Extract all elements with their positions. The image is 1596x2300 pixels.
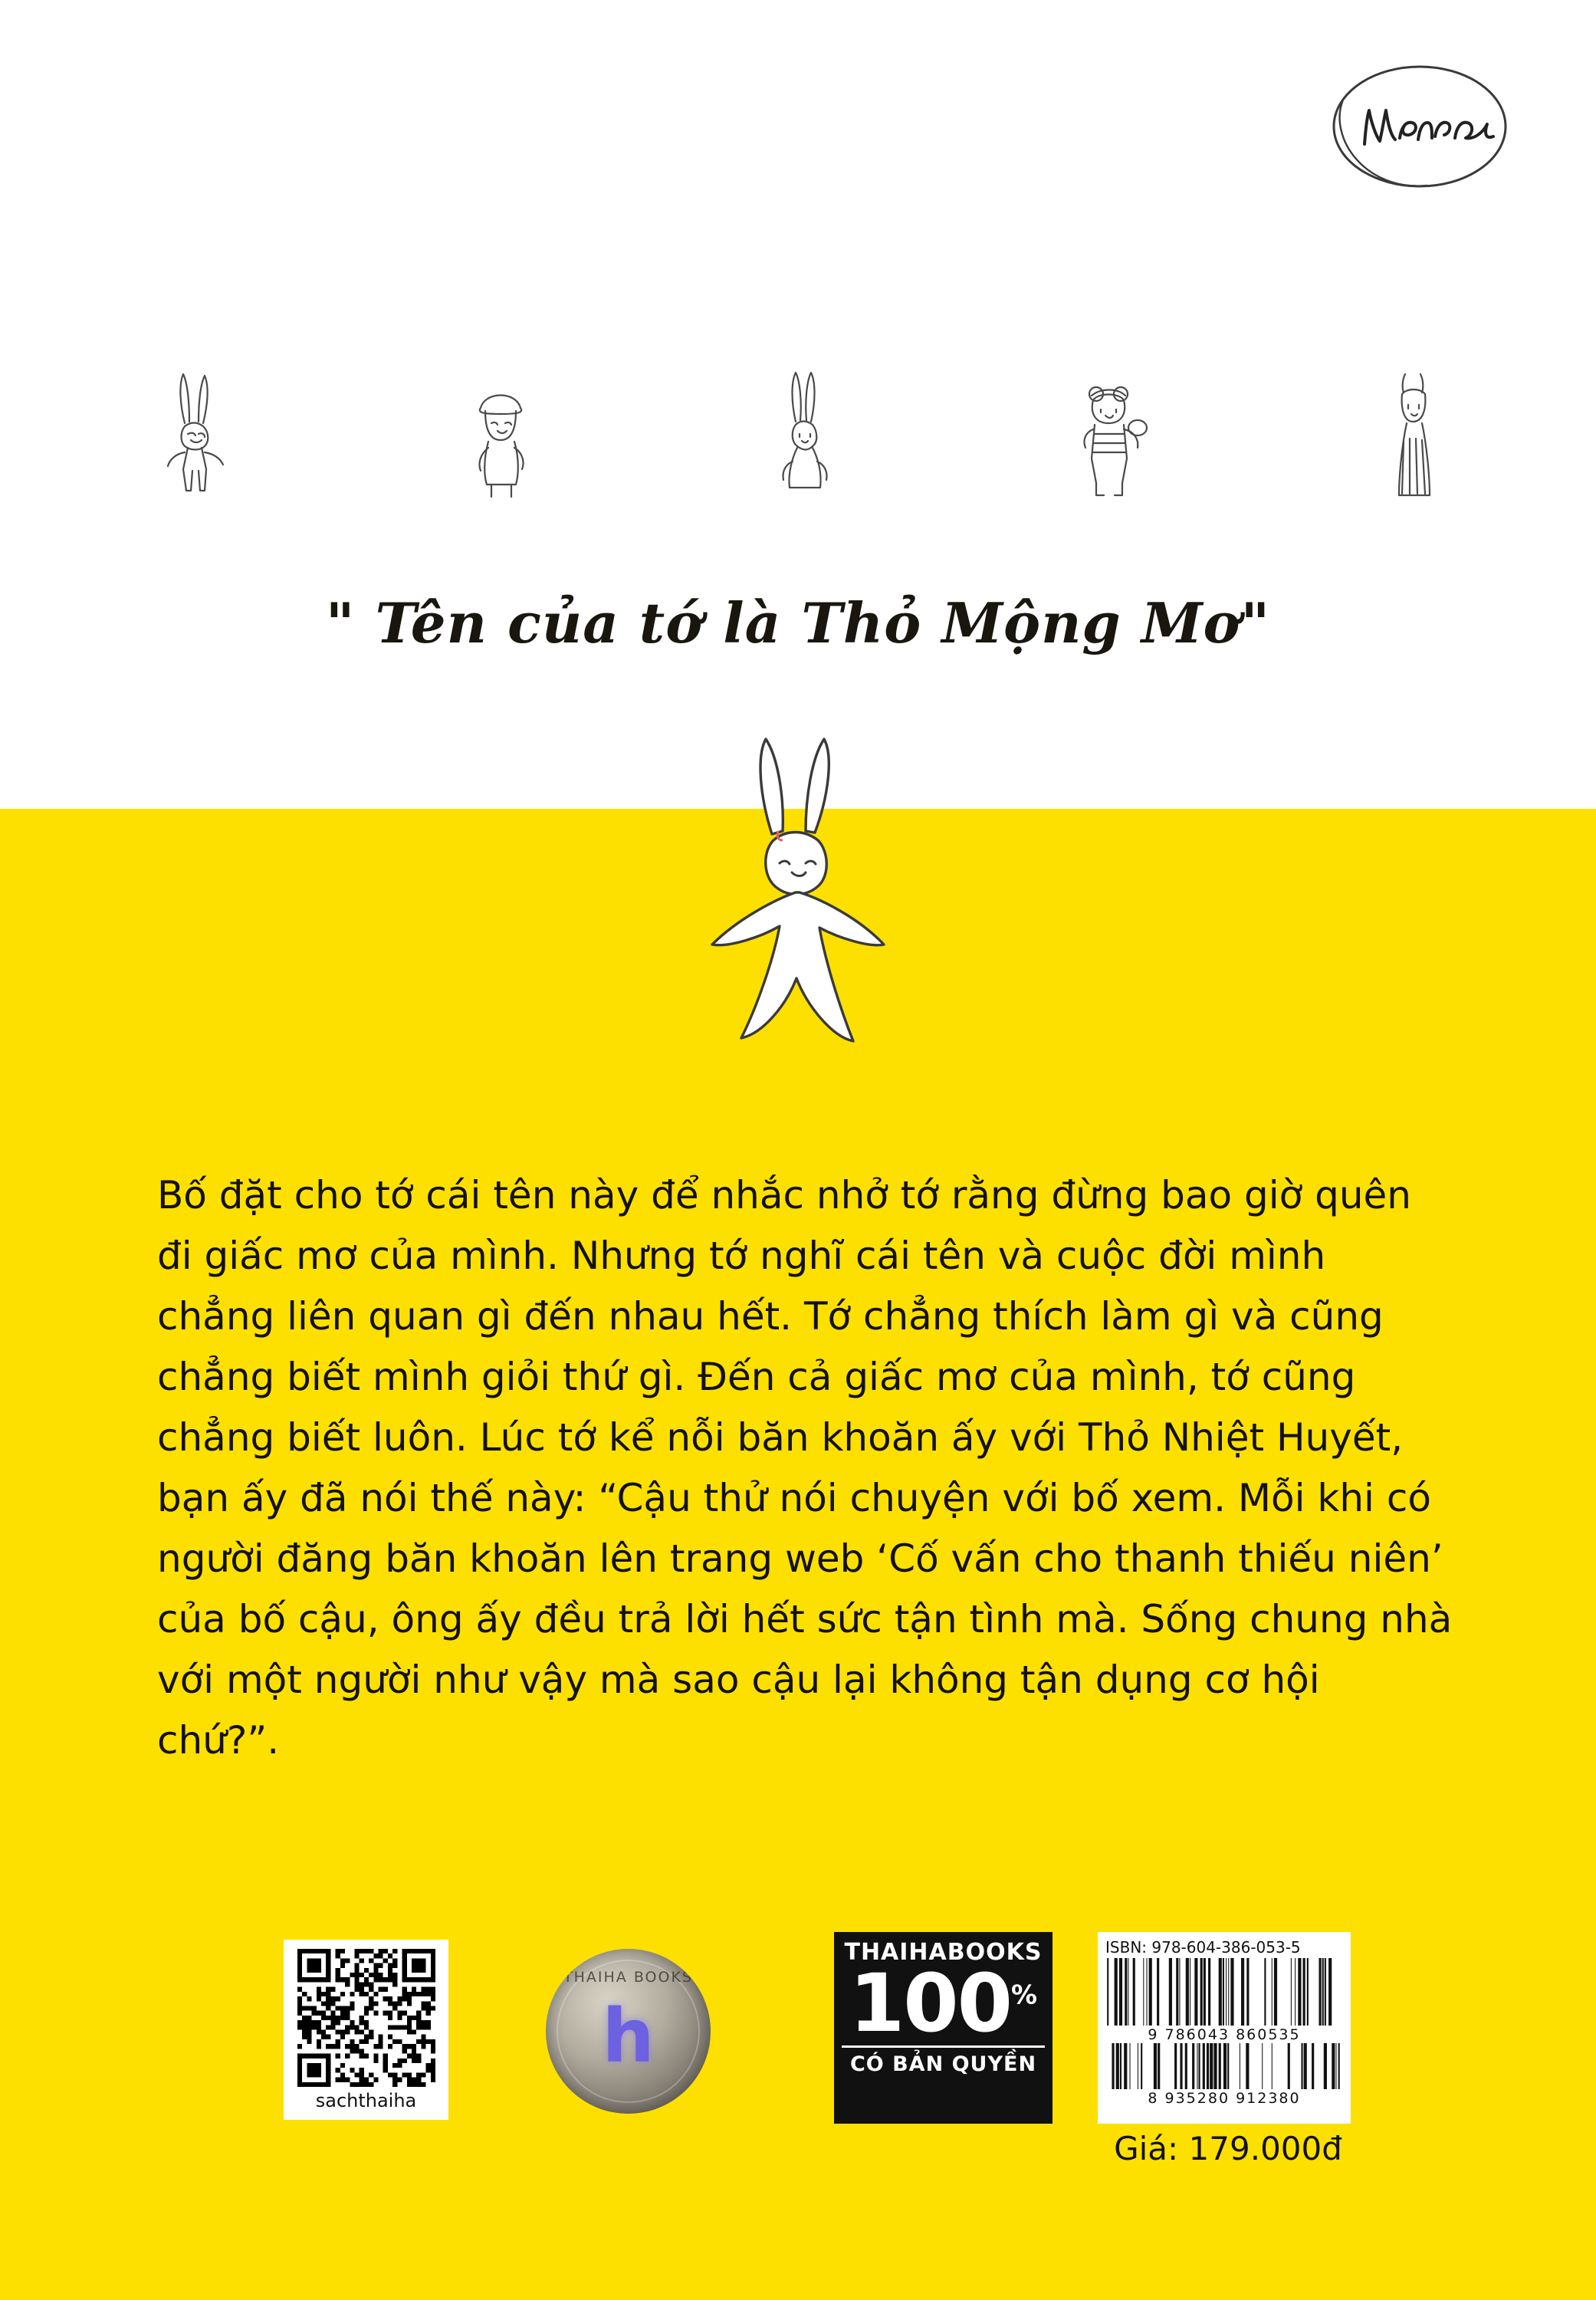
qr-code-image [297,1949,435,2087]
qr-code-block[interactable] [284,1940,448,2120]
barcode-top-digits: 9 786043 860535 [1148,2026,1301,2043]
doodle-strip [123,299,1487,506]
rabbit-waving-doodle [123,314,268,506]
copyright-badge [834,1932,1053,2124]
badge-hundred-number: 100 [849,1957,1011,2050]
rabbit-standing-doodle [732,314,878,506]
price-text: Giá: 179.000đ [1114,2130,1342,2167]
hologram-sticker [546,1949,711,2114]
girl-long-dress-doodle [1341,314,1487,506]
badge-brand-text: THAIHABOOKS [844,1939,1043,1966]
hologram-mark: h [602,1993,655,2079]
qr-code-label: sachthaiha [315,2090,417,2111]
barcode-bottom-bars [1104,2043,1345,2089]
girl-with-hat-doodle [428,314,573,506]
isbn-text: ISBN: 978-604-386-053-5 [1105,1938,1301,1957]
cover-tagline: " Tên của tớ là Thỏ Mộng Mơ" [325,590,1271,656]
bear-with-basket-doodle [1037,314,1183,506]
badge-percent-sign: % [1011,1980,1038,2011]
back-cover-blurb: Bố đặt cho tớ cái tên này để nhắc nhở tớ rằng đừng bao giờ quên đi giấc mơ của mình. Nhưng tớ nghĩ cái tên và cuộc đời mình chẳng liên quan gì đến nhau hết. Tớ chẳng thích làm gì và cũng chẳng biết mình giỏi thứ gì. Đến cả giấc mơ của mình, tớ cũng chẳng biết luôn. Lúc tớ kể nỗi băn khoăn ấy với Thỏ Nhiệt Huyết, bạn ấy đã nói thế này: “Cậu thử nói chuyện với bố xem. Mỗi khi có người đăng băn khoăn lên trang web ‘Cố vấn cho thanh thiếu niên’ của bố cậu, ông ấy đều trả lời hết sức tận tình mà. Sống chung nhà với một người như vậy mà sao cậu lại không tận dụng cơ hội chứ?”. [157,1173,1453,1763]
rabbit-jumping-illustration [683,736,913,1096]
hologram-top-text: THAIHA BOOKS [563,1969,693,1986]
cover-footer [0,1932,1596,2254]
barcode-top-bars [1104,1958,1345,2026]
badge-subtitle-text: CÓ BẢN QUYỀN [842,2045,1045,2076]
barcode-bottom-digits: 8 935280 912380 [1148,2090,1301,2107]
badge-hundred-text [842,1957,1045,2050]
publisher-logo [1320,54,1519,199]
barcode-block [1098,1932,1351,2124]
